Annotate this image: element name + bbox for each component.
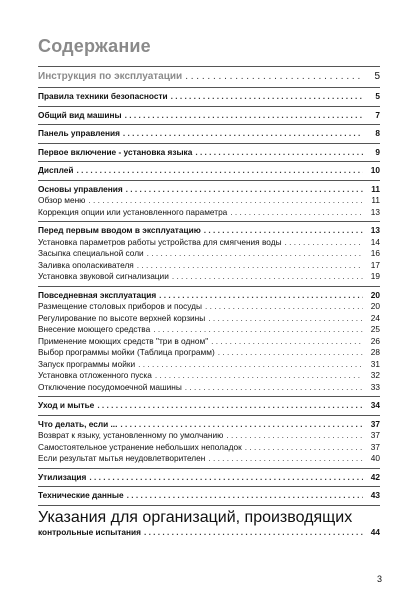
toc-entry-label: Общий вид машины (38, 109, 122, 120)
toc-entry-page: 26 (370, 335, 380, 346)
toc-entry-label: Выбор программы мойки (Таблица программ) (38, 347, 215, 357)
toc-entry-label: Дисплей (38, 165, 74, 175)
toc-entry-label: Основы управления (38, 183, 123, 194)
toc-entry-label: Установка звуковой сигнализации (38, 271, 169, 281)
toc-entry[interactable] (38, 359, 380, 371)
toc-section (38, 222, 380, 286)
toc-entry[interactable] (38, 128, 380, 140)
toc-entry-page: 33 (370, 381, 380, 392)
toc-entry-label: Первое включение - установка языка (38, 146, 193, 157)
dot-leader (123, 128, 363, 140)
toc-entry-label: Повседневная эксплуатация (38, 289, 157, 300)
toc-section (38, 416, 380, 468)
toc-entry-page: 34 (370, 400, 380, 410)
toc-entry-page: 20 (370, 289, 380, 300)
dot-leader (185, 382, 363, 394)
toc-entry-page: 44 (370, 526, 380, 537)
toc-entry-label: Инструкция по эксплуатации (38, 71, 183, 82)
dot-leader (126, 184, 363, 196)
toc-entry[interactable] (38, 527, 380, 539)
toc-entry-page: 20 (370, 301, 380, 311)
toc-entry-label: Возврат к языку, установленному по умолчанию (38, 430, 224, 440)
toc-entry-label: Установка параметров работы устройства для смягчения воды (38, 236, 282, 247)
toc-entry-label: Что делать, если ... (38, 418, 118, 429)
toc-section (38, 88, 380, 106)
toc-section (38, 181, 380, 222)
toc-entry-label: Регулирование по высоте верхней корзины (38, 312, 206, 323)
toc-entry-page: 8 (375, 128, 380, 138)
toc-entry[interactable] (38, 472, 380, 484)
dot-leader (88, 195, 363, 207)
toc-section (38, 506, 380, 542)
toc-entry-page: 9 (375, 146, 380, 157)
toc-section (38, 397, 380, 415)
toc-entry-label: Засыпка специальной соли (38, 248, 144, 258)
toc-entry-label: Обзор меню (38, 195, 86, 205)
toc-entry-page: 10 (370, 165, 380, 175)
toc-section (38, 67, 380, 87)
toc-entry[interactable] (38, 195, 380, 207)
dot-leader (226, 430, 363, 442)
toc-entry[interactable] (38, 110, 380, 122)
toc-entry-label: Утилизация (38, 471, 87, 482)
toc-entry[interactable] (38, 165, 380, 177)
toc-entry[interactable] (38, 370, 380, 382)
toc-entry-label-line1: Указания для организаций, производящих (38, 508, 353, 526)
toc-entry-page: 28 (370, 347, 380, 357)
toc-entry-page: 25 (370, 324, 380, 334)
toc-entry-label: Отключение посудомоечной машины (38, 381, 182, 392)
toc-section (38, 162, 380, 180)
toc-entry[interactable] (38, 237, 380, 249)
toc-entry-page: 31 (370, 358, 380, 369)
toc-section (38, 107, 380, 125)
toc-entry-label: Запуск программы мойки (38, 358, 136, 369)
dot-leader (211, 336, 363, 348)
toc-entry-label: Если результат мытья неудовлетворителен (38, 453, 206, 463)
dot-leader (147, 248, 363, 260)
toc-entry-label: Самостоятельное устранение небольших неполадок (38, 441, 242, 452)
toc-section (38, 469, 380, 487)
toc-entry-page: 37 (370, 430, 380, 440)
toc-entry-page: 17 (370, 259, 380, 270)
dot-leader (208, 453, 363, 465)
toc-entry-label: Внесение моющего средства (38, 324, 151, 334)
toc-entry[interactable] (38, 70, 380, 84)
dot-leader (159, 290, 363, 302)
toc-entry-label: Технические данные (38, 490, 124, 500)
toc-entry[interactable] (38, 430, 380, 442)
toc-entry[interactable] (38, 347, 380, 359)
toc-entry-page: 5 (375, 91, 380, 101)
toc-entry[interactable] (38, 260, 380, 272)
dot-leader (77, 165, 363, 177)
dot-leader (208, 313, 363, 325)
toc-entry-page: 5 (374, 71, 380, 82)
toc-entry-page: 13 (370, 206, 380, 217)
toc-entry[interactable] (38, 442, 380, 454)
toc-entry-label: Заливка ополаскивателя (38, 259, 134, 270)
toc-entry[interactable] (38, 91, 380, 103)
toc-entry-label: Перед первым вводом в эксплуатацию (38, 225, 201, 235)
dot-leader (144, 527, 363, 539)
toc-entry[interactable] (38, 248, 380, 260)
toc-entry[interactable] (38, 290, 380, 302)
toc-entry[interactable] (38, 301, 380, 313)
dot-leader (172, 271, 363, 283)
toc-entry-label: Коррекция опции или установленного параметра (38, 206, 228, 217)
dot-leader (218, 347, 363, 359)
toc-entry-page: 11 (371, 183, 380, 194)
dot-leader (97, 400, 363, 412)
dot-leader (89, 472, 363, 484)
toc-entry-page: 37 (370, 441, 380, 452)
toc-entry[interactable] (38, 490, 380, 502)
toc-entry[interactable] (38, 147, 380, 159)
toc-entry[interactable] (38, 324, 380, 336)
page-number: 3 (376, 574, 382, 584)
dot-leader (245, 442, 363, 454)
toc-entry-label: Применение моющих средств "три в одном" (38, 335, 209, 346)
dot-leader (185, 70, 363, 84)
toc-entry[interactable] (38, 313, 380, 325)
toc-entry[interactable] (38, 184, 380, 196)
dot-leader (155, 370, 363, 382)
toc-entry-page: 14 (370, 236, 380, 247)
toc-entry[interactable] (38, 419, 380, 431)
toc-entry-label: контрольные испытания (38, 526, 141, 537)
dot-leader (120, 419, 363, 431)
toc-entry-page: 37 (370, 418, 380, 429)
toc-section (38, 125, 380, 143)
toc-entry-page: 42 (370, 471, 380, 482)
toc-section (38, 144, 380, 162)
dot-leader (171, 91, 363, 103)
dot-leader (137, 260, 363, 272)
toc-entry-page: 40 (370, 453, 380, 463)
toc-entry[interactable] (38, 400, 380, 412)
toc-entry-label: Уход и мытье (38, 400, 95, 410)
toc-entry-page: 43 (370, 490, 380, 500)
dot-leader (138, 359, 363, 371)
dot-leader (127, 490, 363, 502)
dot-leader (153, 324, 363, 336)
toc-entry-page: 32 (370, 370, 380, 380)
dot-leader (205, 301, 363, 313)
toc-entry-page: 24 (370, 312, 380, 323)
toc-entry[interactable] (38, 336, 380, 348)
toc-section (38, 287, 380, 397)
toc-entry-page: 7 (375, 109, 380, 120)
toc-entry[interactable] (38, 207, 380, 219)
toc-entry-label: Размещение столовых приборов и посуды (38, 301, 202, 311)
toc-entry-page: 11 (371, 195, 380, 205)
toc-entry[interactable] (38, 453, 380, 465)
toc-entry-label: Установка отложенного пуска (38, 370, 152, 380)
toc-entry-page: 16 (370, 248, 380, 258)
toc-section (38, 487, 380, 505)
toc-entry[interactable] (38, 382, 380, 394)
dot-leader (204, 225, 363, 237)
toc-entry-label: Панель управления (38, 128, 120, 138)
page-title: Содержание (38, 36, 151, 56)
table-of-contents (38, 66, 380, 541)
dot-leader (125, 110, 363, 122)
dot-leader (230, 207, 363, 219)
dot-leader (195, 147, 363, 159)
toc-entry-page: 13 (370, 225, 380, 235)
toc-entry[interactable] (38, 271, 380, 283)
toc-entry[interactable] (38, 225, 380, 237)
dot-leader (285, 237, 363, 249)
toc-entry-page: 19 (370, 271, 380, 281)
toc-entry-label: Правила техники безопасности (38, 91, 168, 101)
